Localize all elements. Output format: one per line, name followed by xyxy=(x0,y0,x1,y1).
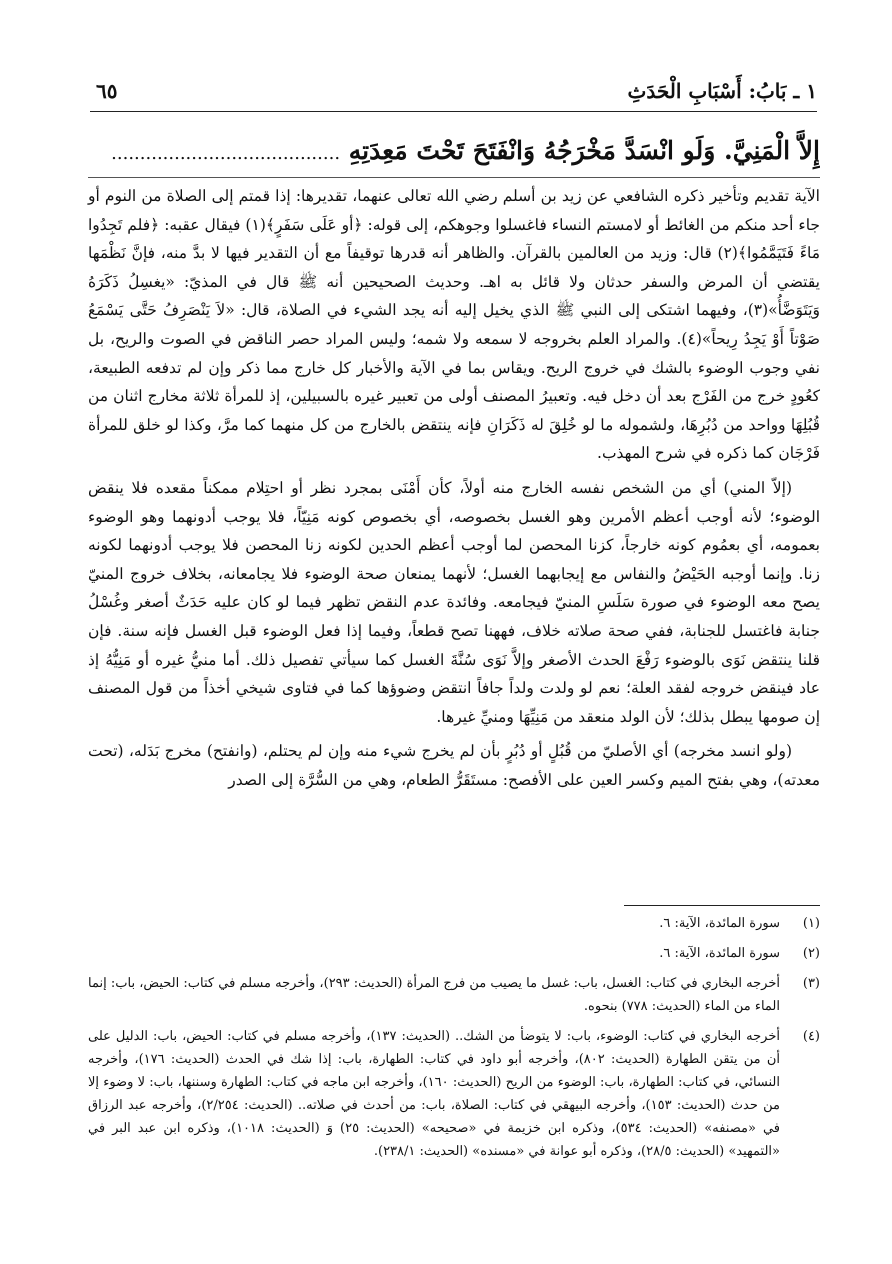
footnote xyxy=(88,942,820,965)
matn-text: إِلاَّ الْمَنِيَّ. وَلَو انْسَدَّ مَخْرَجُهُ وَانْفَتَحَ تَحْتَ مَعِدَتِهِ xyxy=(348,136,820,165)
footnote-number: (٤) xyxy=(802,1029,820,1044)
footnote xyxy=(88,912,820,935)
footnote-number: (١) xyxy=(802,916,820,931)
footnote-text: سورة المائدة، الآية: ٦. xyxy=(659,916,780,931)
footnote-number: (٢) xyxy=(802,946,820,961)
chapter-title: ١ ـ بَابُ: أَسْبَابِ الْحَدَثِ xyxy=(627,79,817,103)
footnote-number: (٣) xyxy=(802,976,820,991)
footnote-separator xyxy=(624,905,820,906)
commentary-body xyxy=(88,182,820,800)
paragraph: (ولو انسد مخرجه) أي الأصليّ من قُبُلٍ أو دُبُرٍ بأن لم يخرج شيء منه وإن لم يحتلم، (وانفتح) مخرج بَدَله، (تحت معدته)، وهي بفتح الميم وكسر العين على الأفصح: مستَقَرُّ الطعام، وهي من السُّرَّة إلى الصدر xyxy=(88,742,820,789)
matn-dots: ........................................ xyxy=(111,143,341,164)
matn-line xyxy=(88,126,820,176)
paragraph: الآية تقديم وتأخير ذكره الشافعي عن زيد بن أسلم رضي الله تعالى عنهما، تقديرها: إذا قمتم إلى الصلاة من النوم أو جاء أحد منكم من الغائط أو لامستم النساء فاغسلوا وجوهكم، إلى قوله: ﴿أو عَلَى سَفَرٍ﴾(١) فيقال عقبه: ﴿فلم تَجِدُوا مَاءً فَتَيَمَّمُوا﴾(٢) قال: وزيد من العالمين بالقرآن. والظاهر أنه قدرها توقيفاً مع أن التقدير فيها لا بدَّ منه، فإنَّ نَظْمَها يقتضي أن المرض والسفر حدثان ولا قائل به اهـ. وحديث الصحيحين أنه ﷺ قال في المذيّ: «يغسِلُ ذَكَرَهُ وَيَتَوَضَّأُ»(٣)، وفيهما اشتكى إلى النبي ﷺ الذي يخيل إليه أنه يجد الشيء في الصلاة، قال: «لاَ يَنْصَرِفُ حَتَّى يَسْمَعُ صَوْتاً أَوْ يَجِدُ رِيحاً»(٤). والمراد العلم بخروجه لا سمعه ولا شمه؛ وليس المراد حصر الناقض في الصوت والريح، بل نفي وجوب الوضوء بالشك في خروج الريح. ويقاس بما في الآية والأخبار كل خارج مما ذكر وإن لم تدفعه الطبيعة، كعُودٍ خرج من الفَرْج بعد أن دخل فيه. وتعبيرُ المصنف أولى من تعبير غيره بالسبيلين، إذ للمرأة ثلاثة مخارج اثنان من قُبُلِهَا وواحد من دُبُرِهَا، ولشموله ما لو خُلِقَ له ذَكَرَانِ فإنه ينتقض بالخارج من كل منهما كما مرَّ، وكذا لو خلق للمرأة فَرْجَان كما ذكره في شرح المهذب. xyxy=(88,187,821,463)
footnote xyxy=(88,972,820,1018)
matn-separator xyxy=(88,177,820,178)
footnote xyxy=(88,1025,820,1163)
footnote-text: أخرجه البخاري في كتاب: الوضوء، باب: لا يتوضأ من الشك.. (الحديث: ١٣٧)، وأخرجه مسلم في كتاب: الحيض، باب: الدليل على أن من يتقن الطهارة (الحديث: ٨٠٢)، وأخرجه أبو داود في كتاب: الطهارة، باب: إذا شك في الحدث (الحديث: ١٧٦)، وأخرجه النسائي، في كتاب: الطهارة، باب: الوضوء من الريح (الحديث: ١٦٠)، وأخرجه ابن ماجه في كتاب: الطهارة وسننها، باب: لا وضوء إلا من حدث (الحديث: ١٥٣)، وأخرجه البيهقي في كتاب: الصلاة، باب: من أحدث في صلاته.. (الحديث: ٢/٢٥٤)، وأخرجه عبد الرزاق في «مصنفه» (الحديث: ٥٣٤)، وذكره ابن خزيمة في «صحيحه» (الحديث: ٢٥) وَ (الحديث: ١٠١٨)، وذكره ابن عبد البر في «التمهيد» (الحديث: ٢٨/٥)، وذكره أبو عوانة في «مسنده» (الحديث: ٢٣٨/١). xyxy=(88,1029,781,1159)
page-number: ٦٥ xyxy=(96,79,118,103)
footnote-text: سورة المائدة، الآية: ٦. xyxy=(659,946,780,961)
paragraph: (إلاّ المني) أي من الشخص نفسه الخارج منه أولاً، كأن أَمْنَى بمجرد نظر أو احتِلام ممكناً مقعده فلا ينقض الوضوء؛ لأنه أوجب أعظم الأمرين وهو الغسل بخصوصه، أي بخصوص كونه مَنِيّاً، فلا يوجب أدونهما وهو الوضوء بعمومه، أي بعمُوم كونه خارجاً، كزنا المحصن لما أوجب أعظم الحدين لكونه زنا المحصن فلا يوجب أدونهما لكونه زنا. وإنما أوجبه الحَيْضُ والنفاس مع إيجابهما الغسل؛ لأنهما يمنعان صحة الوضوء فلا يجامعانه، بخلاف خروج المنيّ يصح معه الوضوء في صورة سَلَسِ المنيّ فيجامعه. وفائدة عدم النقض تظهر فيما لو كان عليه حَدَثٌ أصغر وغُسْلُ جنابة فاغتسل للجنابة، ففي صحة صلاته خلاف، فههنا تصح قطعاً، وفيما إذا فعل الوضوء قبل الغسل فإنه سنة. فإن قلنا ينتقض نَوَى بالوضوء رَفْعَ الحدث الأصغر وإلاَّ نَوَى سُنَّةَ الغسل كما سيأتي تفصيل ذلك. أما منيُّ غيره أو مَنِيُّهُ إذ عاد فينقض خروجه لفقد العلة؛ نعم لو ولدت ولداً جافاً انتقض وضوؤها كما في فتاوى شيخي أخذاً من قول المصنف إن صومها يبطل بذلك؛ لأن الولد منعقد من مَنِيِّهَا ومنيِّ غيرها. xyxy=(88,478,820,726)
footnote-text: أخرجه البخاري في كتاب: الغسل، باب: غسل ما يصيب من فرج المرأة (الحديث: ٢٩٣)، وأخرجه مسلم في كتاب: الحيض، باب: إنما الماء من الماء (الحديث: ٧٧٨) بنحوه. xyxy=(88,976,780,1014)
page-header xyxy=(90,75,817,112)
footnotes xyxy=(88,912,820,1170)
